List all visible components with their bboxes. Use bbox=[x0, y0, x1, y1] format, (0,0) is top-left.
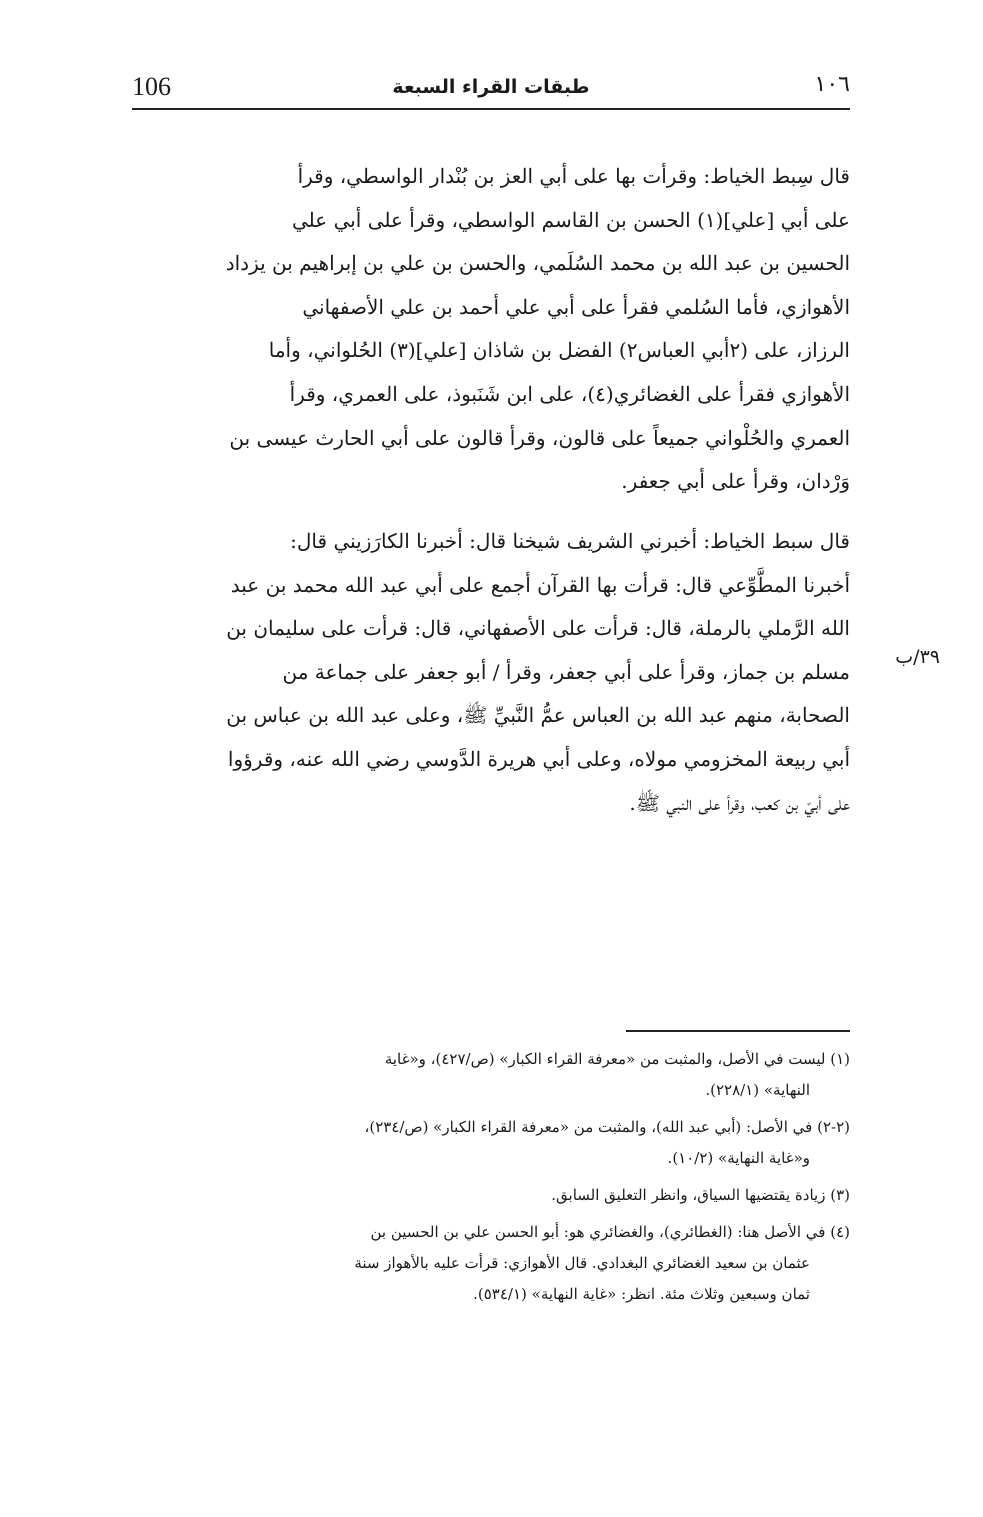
footnotes bbox=[126, 1044, 850, 1316]
manuscript-folio-note: ٣٩/ب bbox=[895, 646, 940, 668]
text-line: أبي ربيعة المخزومي مولاه، وعلى أبي هريرة الدَّوسي رضي الله عنه، وقرؤوا bbox=[227, 746, 850, 771]
text-line: الرزاز، على (٢أبي العباس٢) الفضل بن شاذان [علي](٣) الحُلواني، وأما bbox=[268, 338, 850, 363]
footnote-line: (٤) في الأصل هنا: (الغطائري)، والغضائري هو: أبو الحسن علي بن الحسين بن bbox=[370, 1223, 850, 1241]
text-line: على أبيّ بن كعب، وقرأ على النبي ﷺ. bbox=[629, 790, 850, 815]
footnote-line: النهاية» (٢٢٨/١). bbox=[705, 1081, 810, 1099]
text-line: الصحابة، منهم عبد الله بن العباس عمُّ النَّبيِّ ﷺ، وعلى عبد الله بن عباس بن bbox=[226, 703, 850, 728]
footnote-line: (٢-٢) في الأصل: (أبي عبد الله)، والمثبت من «معرفة القراء الكبار» (ص/٢٣٤)، bbox=[364, 1118, 850, 1136]
page-number-latin: 106 bbox=[132, 72, 171, 101]
footnote-line: و«غاية النهاية» (١٠/٢). bbox=[667, 1149, 810, 1167]
footnote-4 bbox=[126, 1217, 850, 1310]
paragraph-1 bbox=[132, 155, 850, 504]
text-line: مسلم بن جماز، وقرأ على أبي جعفر، وقرأ / أبو جعفر على جماعة من bbox=[282, 659, 850, 684]
text-line: الحسين بن عبد الله بن محمد السُلَمي، والحسن بن علي بن إبراهيم بن يزداد bbox=[225, 251, 850, 276]
text-line: على أبي [علي](١) الحسن بن القاسم الواسطي، وقرأ على أبي علي bbox=[291, 207, 850, 232]
text-line: الأهوازي، فأما السُلمي فقرأ على أبي علي أحمد بن علي الأصفهاني bbox=[302, 294, 850, 319]
running-header bbox=[132, 68, 850, 110]
footnote-2 bbox=[126, 1112, 850, 1174]
paragraph-2 bbox=[132, 520, 850, 825]
footnote-1 bbox=[126, 1044, 850, 1106]
footnote-line: ثمان وسبعين وثلاث مئة. انظر: «غاية النهاية» (٥٣٤/١). bbox=[473, 1285, 810, 1303]
text-line: قال سِبط الخياط: وقرأت بها على أبي العز بن بُنْدار الواسطي، وقرأ bbox=[297, 164, 850, 188]
text-line: الله الرَّملي بالرملة، قال: قرأت على الأصفهاني، قال: قرأت على سليمان بن bbox=[226, 616, 850, 641]
text-line: العمري والحُلْواني جميعاً على قالون، وقرأ قالون على أبي الحارث عيسى بن bbox=[229, 425, 850, 450]
text-line: الأهوازي فقرأ على الغضائري(٤)، على ابن شَنَبوذ، على العمري، وقرأ bbox=[289, 381, 850, 406]
running-title: طبقات القراء السبعة bbox=[392, 76, 590, 98]
text-line: قال سبط الخياط: أخبرني الشريف شيخنا قال: أخبرنا الكارَزيني قال: bbox=[290, 529, 850, 553]
footnote-separator bbox=[626, 1030, 850, 1032]
footnote-3 bbox=[126, 1180, 850, 1211]
text-line: أخبرنا المطَّوِّعي قال: قرأت بها القرآن أجمع على أبي عبد الله محمد بن عبد bbox=[230, 572, 850, 597]
page-number-arabic: ١٠٦ bbox=[814, 72, 850, 97]
footnote-line: (١) ليست في الأصل، والمثبت من «معرفة القراء الكبار» (ص/٤٢٧)، و«غاية bbox=[384, 1050, 850, 1068]
text-line: وَرْدان، وقرأ على أبي جعفر. bbox=[621, 469, 850, 494]
footnote-line: عثمان بن سعيد الغضائري البغدادي. قال الأهوازي: قرأت عليه بالأهواز سنة bbox=[354, 1254, 810, 1272]
footnote-line: (٣) زيادة يقتضيها السياق، وانظر التعليق السابق. bbox=[551, 1186, 850, 1204]
